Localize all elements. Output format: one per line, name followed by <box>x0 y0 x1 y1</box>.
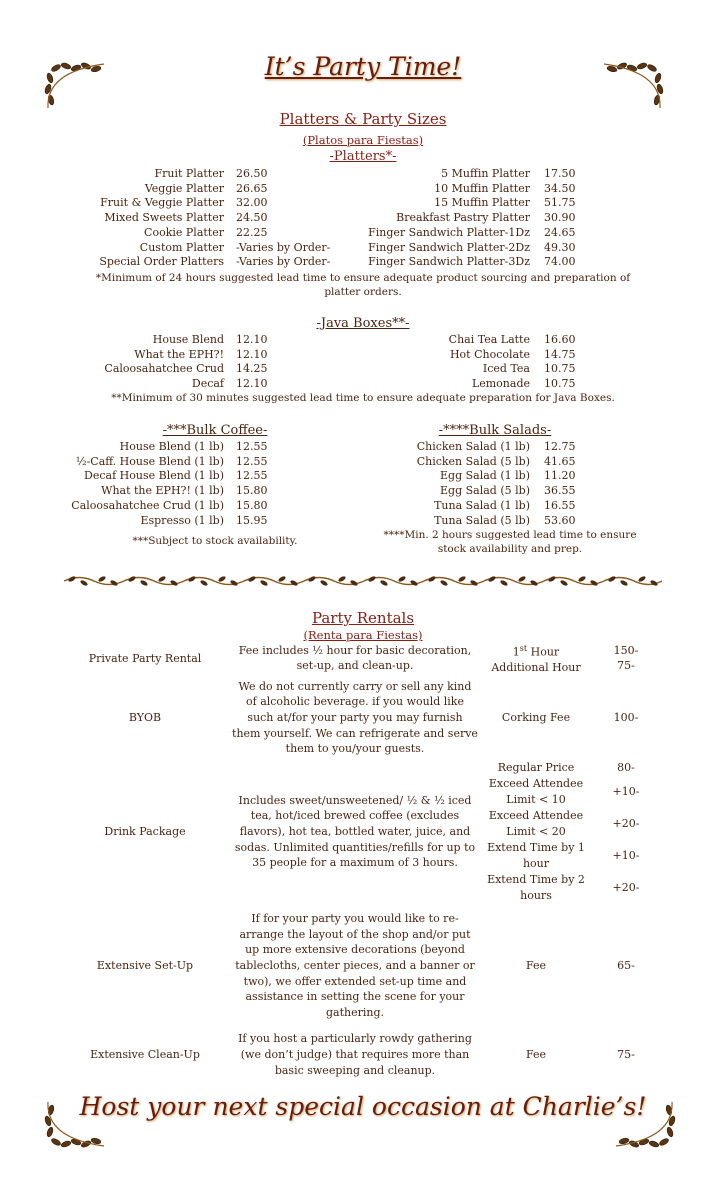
price: 10.75 <box>544 362 576 376</box>
price: 24.65 <box>544 225 576 239</box>
bulk-salads-names <box>380 440 530 528</box>
price: 74.00 <box>544 255 576 269</box>
platters-right-names <box>330 167 530 270</box>
price: 12.55 <box>236 454 268 468</box>
list-item: Caloosahatchee Crud (1 lb) <box>71 498 224 512</box>
rental-prices: 80- +10- +20- +10- +20- <box>612 760 640 894</box>
price: 24.50 <box>236 211 268 225</box>
rental-description: If for your party you would like to re-arrange the layout of the shop and/or put up more extensive decorations (beyond tablecloths, center pieces, and a banner or two), we offer extended set-up time and assistance in setting the scene for your gathering. <box>235 912 475 1019</box>
price: 12.55 <box>236 440 268 453</box>
price: 12.10 <box>236 333 268 346</box>
price: 36.55 <box>544 484 576 498</box>
list-item: Chicken Salad (5 lb) <box>416 454 530 468</box>
price: -Varies by Order- <box>236 255 331 269</box>
table-row <box>60 677 660 759</box>
price: 15.95 <box>236 513 268 527</box>
rental-name: Extensive Clean-Up <box>90 1048 200 1062</box>
price: 51.75 <box>544 196 576 210</box>
rental-options: Fee <box>525 959 547 973</box>
list-item: Lemonade <box>471 377 530 391</box>
list-item: Tuna Salad (5 lb) <box>434 513 530 527</box>
price: 12.75 <box>544 440 576 453</box>
list-item: Mixed Sweets Platter <box>104 211 224 225</box>
rental-prices: 65- <box>617 959 635 973</box>
price: 16.60 <box>544 333 576 346</box>
price: 12.10 <box>236 377 268 391</box>
table-row <box>60 1027 660 1083</box>
list-item: House Blend (1 lb) <box>119 440 224 453</box>
list-item: Iced Tea <box>482 362 530 376</box>
list-item: Veggie Platter <box>144 181 224 195</box>
list-item: Fruit Platter <box>154 167 224 180</box>
platters-section-title: Platters & Party Sizes <box>279 110 447 128</box>
platters-left-names <box>60 167 224 270</box>
list-item: Finger Sandwich Platter-2Dz <box>368 240 530 254</box>
platters-section-subtitle: (Platos para Fiestas) <box>302 133 424 147</box>
bulk-coffee-note: ***Subject to stock availability. <box>132 535 298 547</box>
platters-right-prices <box>544 167 576 270</box>
list-item: Decaf <box>191 377 224 391</box>
price: 26.65 <box>236 181 268 195</box>
list-item: Hot Chocolate <box>449 347 530 361</box>
rentals-table <box>60 640 660 1083</box>
price: 22.25 <box>236 225 268 239</box>
rental-description: We do not currently carry or sell any kind of alcoholic beverage. if you would like such at/for your party you may furnish them yourself. We can refrigerate and serve them to you/your guests. <box>232 679 478 756</box>
price: 15.80 <box>236 484 268 498</box>
table-row <box>60 905 660 1027</box>
list-item: Fruit & Veggie Platter <box>100 196 224 210</box>
list-item: Espresso (1 lb) <box>140 513 224 527</box>
price: 11.20 <box>544 469 576 483</box>
java-note: **Minimum of 30 minutes suggested lead time to ensure adequate preparation for Java Boxes. <box>111 392 615 404</box>
list-item: Chicken Salad (1 lb) <box>416 440 530 453</box>
list-item: Finger Sandwich Platter-1Dz <box>368 225 530 239</box>
vine-divider-icon <box>64 574 662 588</box>
rental-description: If you host a particularly rowdy gathering (we don’t judge) that requires more than basic sweeping and cleanup. <box>238 1032 472 1077</box>
page-title: It’s Party Time! <box>264 52 462 81</box>
price: 12.55 <box>236 469 268 483</box>
price: 15.80 <box>236 498 268 512</box>
list-item: Egg Salad (1 lb) <box>440 469 530 483</box>
list-item: 5 Muffin Platter <box>441 167 530 180</box>
bulk-coffee-prices <box>236 440 268 528</box>
price: 49.30 <box>544 240 576 254</box>
price: 26.50 <box>236 167 268 180</box>
list-item: House Blend <box>152 333 224 346</box>
platters-heading: -Platters*- <box>329 149 397 164</box>
list-item: Tuna Salad (1 lb) <box>434 498 530 512</box>
rental-description: Includes sweet/unsweetened/ ½ & ½ iced tea, hot/iced brewed coffee (excludes flavors), hot tea, bottled water, juice, and sodas. Unlimited quantities/refills for up to 35 people for a maximum of 3 hours. <box>234 793 476 870</box>
rental-description: Fee includes ½ hour for basic decoration, set-up, and clean-up. <box>238 643 472 673</box>
list-item: ½-Caff. House Blend (1 lb) <box>75 454 224 468</box>
list-item: Cookie Platter <box>144 225 224 239</box>
footer-tagline: Host your next special occasion at Charlie’s! <box>79 1092 647 1121</box>
rental-options: Fee <box>525 1048 547 1062</box>
java-right-prices <box>544 333 576 392</box>
table-row <box>60 640 660 677</box>
list-item: 15 Muffin Platter <box>434 196 530 210</box>
rental-options: Corking Fee <box>501 711 571 725</box>
rental-prices: 150- 75- <box>613 643 639 673</box>
price: 32.00 <box>236 196 268 210</box>
rental-prices: 75- <box>617 1048 635 1062</box>
list-item: Chai Tea Latte <box>448 333 530 346</box>
price: 14.75 <box>544 347 576 361</box>
platters-left-prices <box>236 167 330 270</box>
platters-note: *Minimum of 24 hours suggested lead time to ensure adequate product sourcing and preparation of platter orders. <box>95 272 631 298</box>
java-left-names <box>60 333 224 392</box>
price: 34.50 <box>544 181 576 195</box>
price: 16.55 <box>544 498 576 512</box>
list-item: Caloosahatchee Crud <box>104 362 224 376</box>
rental-prices: 100- <box>613 711 639 725</box>
list-item: Finger Sandwich Platter-3Dz <box>368 255 530 269</box>
bulk-salads-prices <box>544 440 576 528</box>
price: 14.25 <box>236 362 268 376</box>
rental-name: BYOB <box>128 711 162 725</box>
rental-name: Private Party Rental <box>88 651 202 665</box>
price: 12.10 <box>236 347 268 361</box>
list-item: Custom Platter <box>139 240 224 254</box>
price: 30.90 <box>544 211 576 225</box>
rental-options: Regular Price Exceed Attendee Limit < 10 Exceed Attendee Limit < 20 Extend Time by 1 hour Extend Time by 2 hours <box>487 760 585 902</box>
bulk-salads-note: ****Min. 2 hours suggested lead time to ensure stock availability and prep. <box>383 529 637 555</box>
list-item: Egg Salad (5 lb) <box>440 484 530 498</box>
bulk-salads-heading: -****Bulk Salads- <box>438 423 552 438</box>
price: 41.65 <box>544 454 576 468</box>
list-item: Decaf House Blend (1 lb) <box>84 469 224 483</box>
java-boxes-heading: -Java Boxes**- <box>316 316 410 331</box>
java-right-names <box>330 333 530 392</box>
rental-name: Drink Package <box>104 825 186 839</box>
list-item: Breakfast Pastry Platter <box>396 211 530 225</box>
rental-options: 1st Hour Additional Hour <box>491 644 581 675</box>
list-item: Special Order Platters <box>99 255 224 269</box>
rentals-section-subtitle: (Renta para Fiestas) <box>303 628 423 642</box>
list-item: What the EPH?! (1 lb) <box>101 484 224 498</box>
rentals-section-title: Party Rentals <box>311 609 415 627</box>
java-left-prices <box>236 333 268 392</box>
price: -Varies by Order- <box>236 240 331 254</box>
bulk-coffee-heading: -***Bulk Coffee- <box>162 423 268 438</box>
table-row <box>60 759 660 905</box>
price: 53.60 <box>544 513 576 527</box>
bulk-coffee-names <box>60 440 224 528</box>
list-item: 10 Muffin Platter <box>434 181 530 195</box>
price: 10.75 <box>544 377 576 391</box>
list-item: What the EPH?! <box>134 347 224 361</box>
rental-name: Extensive Set-Up <box>96 959 194 973</box>
price: 17.50 <box>544 167 576 180</box>
